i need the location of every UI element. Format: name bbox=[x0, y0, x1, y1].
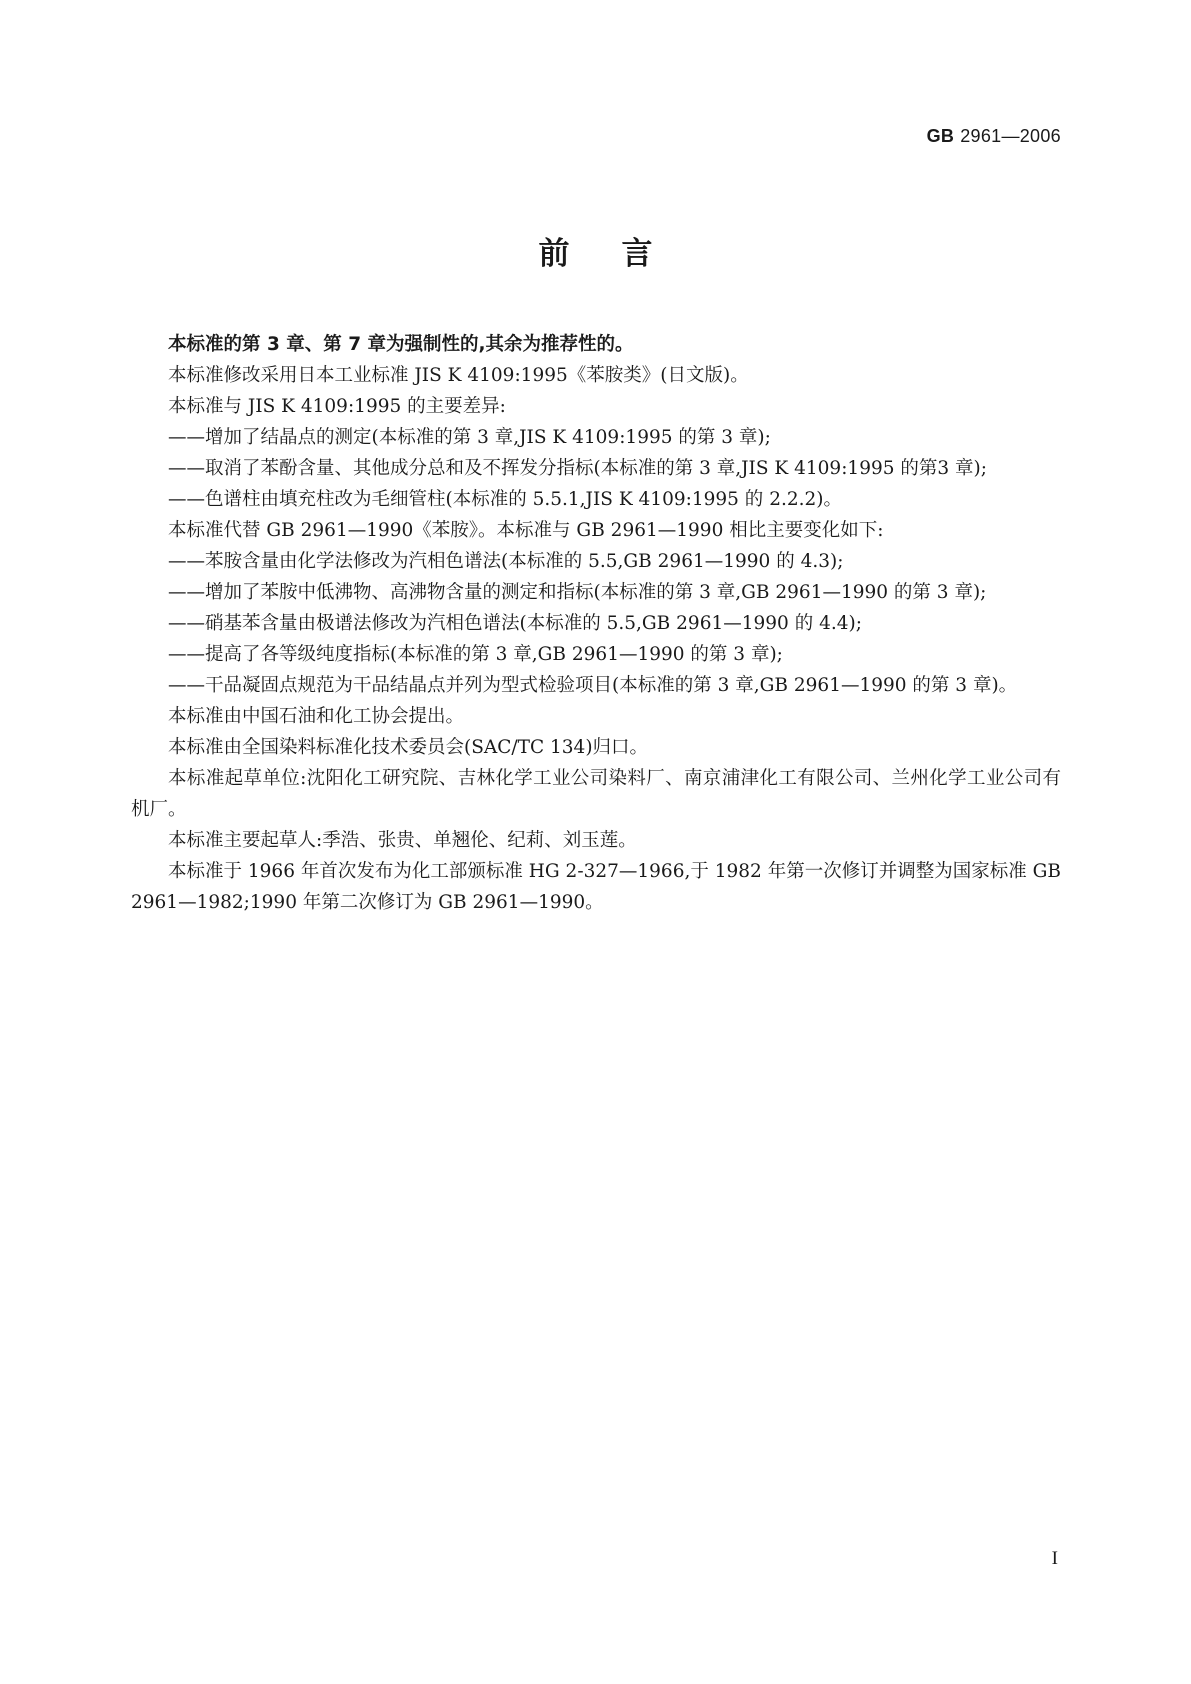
standard-prefix: GB bbox=[926, 126, 955, 146]
foreword-body bbox=[131, 329, 1061, 918]
change-item: ——苯胺含量由化学法修改为汽相色谱法(本标准的 5.5,GB 2961—1990 的 4.3); bbox=[168, 551, 844, 572]
paragraph-history: 本标准于 1966 年首次发布为化工部颁标准 HG 2-327—1966,于 1982 年第一次修订并调整为国家标准 GB 2961—1982;1990 年第二次修订为 GB 2961—1990。 bbox=[131, 861, 1061, 913]
change-item: ——硝基苯含量由极谱法修改为汽相色谱法(本标准的 5.5,GB 2961—1990 的 4.4); bbox=[168, 613, 862, 634]
difference-item: ——色谱柱由填充柱改为毛细管柱(本标准的 5.5.1,JIS K 4109:1995 的 2.2.2)。 bbox=[168, 489, 842, 510]
paragraph-committee: 本标准由全国染料标准化技术委员会(SAC/TC 134)归口。 bbox=[168, 737, 649, 758]
paragraph-proposer: 本标准由中国石油和化工协会提出。 bbox=[168, 706, 465, 727]
paragraph-drafters: 本标准主要起草人:季浩、张贵、单翘伦、纪莉、刘玉莲。 bbox=[168, 830, 637, 851]
mandatory-statement: 本标准的第 3 章、第 7 章为强制性的,其余为推荐性的。 bbox=[168, 334, 634, 355]
page-title: 前言 bbox=[538, 236, 705, 272]
paragraph-adoption: 本标准修改采用日本工业标准 JIS K 4109:1995《苯胺类》(日文版)。 bbox=[168, 365, 749, 386]
paragraph-drafting-units: 本标准起草单位:沈阳化工研究院、吉林化学工业公司染料厂、南京浦津化工有限公司、兰州化学工业公司有机厂。 bbox=[131, 768, 1061, 820]
change-item: ——提高了各等级纯度指标(本标准的第 3 章,GB 2961—1990 的第 3 章); bbox=[168, 644, 783, 665]
paragraph-replaces: 本标准代替 GB 2961—1990《苯胺》。本标准与 GB 2961—1990 相比主要变化如下: bbox=[168, 520, 884, 541]
change-item: ——干品凝固点规范为干品结晶点并列为型式检验项目(本标准的第 3 章,GB 2961—1990 的第 3 章)。 bbox=[168, 675, 1018, 696]
page-number: I bbox=[1051, 1548, 1058, 1569]
difference-item: ——取消了苯酚含量、其他成分总和及不挥发分指标(本标准的第 3 章,JIS K 4109:1995 的第3 章); bbox=[168, 458, 987, 479]
standard-code bbox=[927, 126, 1061, 147]
difference-item: ——增加了结晶点的测定(本标准的第 3 章,JIS K 4109:1995 的第 3 章); bbox=[168, 427, 771, 448]
paragraph-differences-intro: 本标准与 JIS K 4109:1995 的主要差异: bbox=[168, 396, 506, 417]
change-item: ——增加了苯胺中低沸物、高沸物含量的测定和指标(本标准的第 3 章,GB 2961—1990 的第 3 章); bbox=[168, 582, 987, 603]
standard-number: 2961—2006 bbox=[960, 126, 1061, 146]
